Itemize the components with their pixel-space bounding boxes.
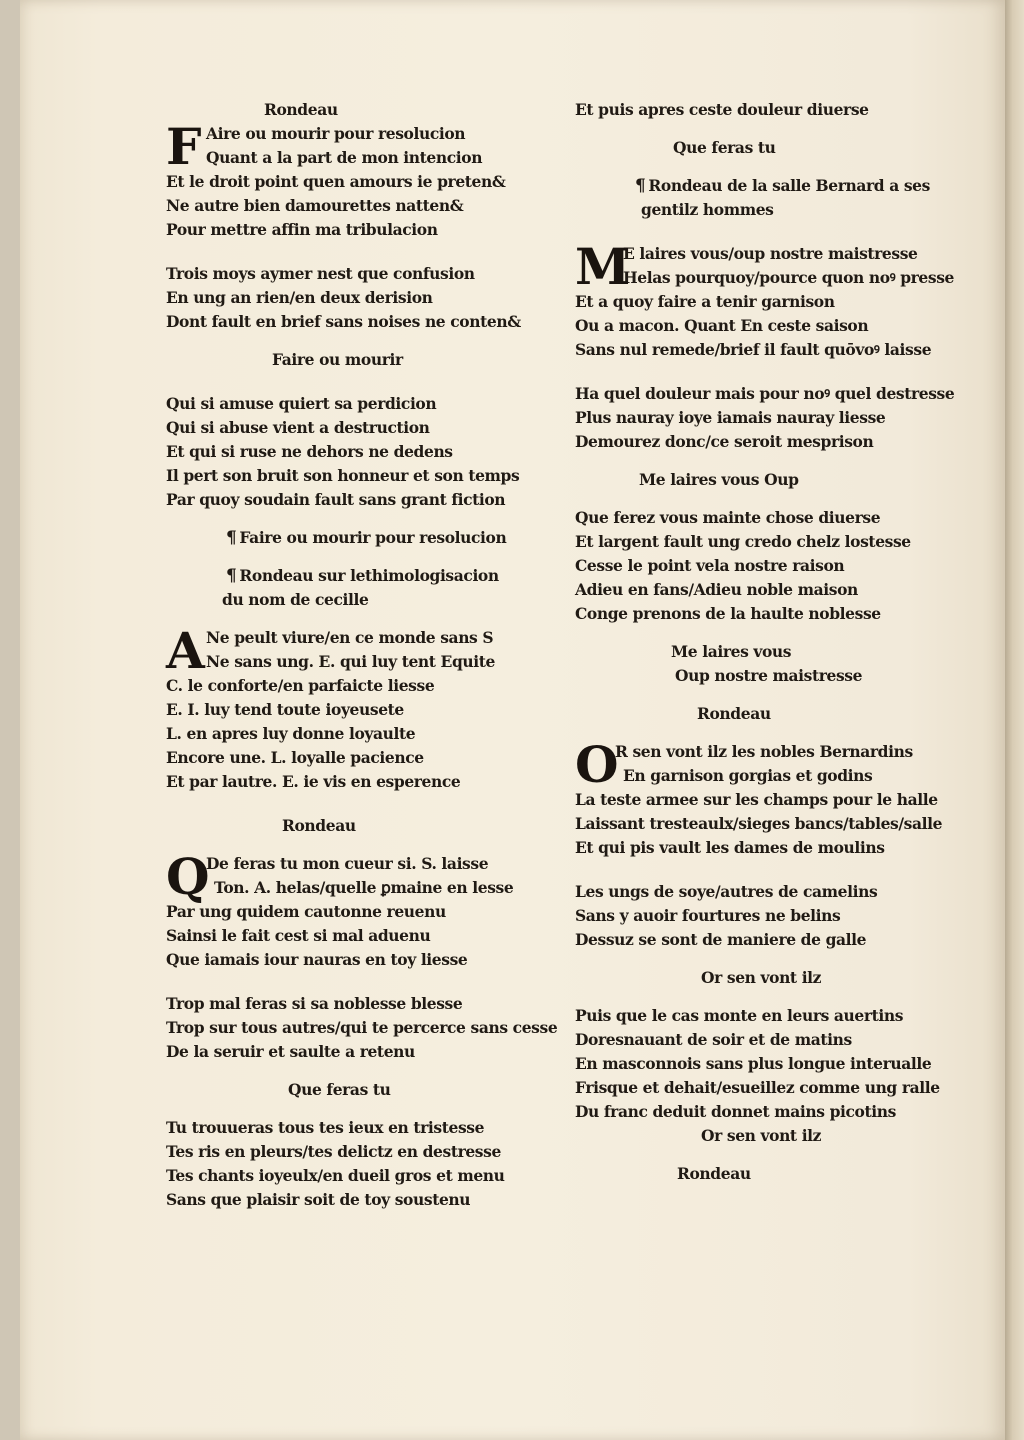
verse-line: Demourez donc/ce seroit mesprison bbox=[575, 432, 874, 451]
verse-line: Helas pourquoy/pource quon noꝰ presse bbox=[623, 268, 955, 287]
stanza-cecille bbox=[166, 621, 546, 794]
rondeau-heading: Rondeau bbox=[282, 816, 356, 835]
verse-line: Ton. A. helas/quelle ꝑmaine en lesse bbox=[214, 878, 514, 897]
rondeau-heading: Rondeau bbox=[697, 704, 771, 723]
rondeau-title: ¶ Rondeau sur lethimologisacion bbox=[226, 566, 499, 586]
drop-cap-initial: Q bbox=[166, 847, 210, 906]
drop-cap-initial: M bbox=[575, 237, 630, 296]
drop-cap-initial: A bbox=[166, 621, 205, 680]
verse-line: E. I. luy tend toute ioyeusete bbox=[166, 700, 404, 719]
verse-line: Trop sur tous autres/qui te percerce sans cesse bbox=[166, 1018, 558, 1037]
verse-line: Frisque et dehait/esueillez comme ung ralle bbox=[575, 1078, 940, 1097]
verse-line: Et a quoy faire a tenir garnison bbox=[575, 292, 835, 311]
verse-line: Qui si abuse vient a destruction bbox=[166, 418, 430, 437]
verse-line: Ha quel douleur mais pour noꝰ quel destresse bbox=[575, 384, 955, 403]
left-column bbox=[166, 98, 558, 1212]
verse-line: Trop mal feras si sa noblesse blesse bbox=[166, 994, 463, 1013]
verse-line: Pour mettre affin ma tribulacion bbox=[166, 220, 438, 239]
verse-line: Tes chants ioyeulx/en dueil gros et menu bbox=[166, 1166, 505, 1185]
verse-line: Ne peult viure/en ce monde sans S bbox=[206, 628, 494, 647]
verse-line: Et par lautre. E. ie vis en esperence bbox=[166, 772, 461, 791]
pilcrow-icon: ¶ bbox=[635, 176, 646, 196]
facing-page-edge bbox=[1005, 0, 1024, 1440]
rondeau-title-cont: du nom de cecille bbox=[222, 590, 369, 609]
verse-line: Sainsi le fait cest si mal aduenu bbox=[166, 926, 431, 945]
verse-line: Et le droit point quen amours ie preten& bbox=[166, 172, 506, 191]
refrain-closing: ¶ Faire ou mourir pour resolucion bbox=[226, 528, 507, 548]
verse-line: Tu trouueras tous tes ieux en tristesse bbox=[166, 1118, 485, 1137]
verse-line: R sen vont ilz les nobles Bernardins bbox=[615, 742, 913, 761]
verse-line: Ne sans ung. E. qui luy tent Equite bbox=[206, 652, 495, 671]
refrain-closing: Me laires vous bbox=[671, 642, 792, 661]
verse-line: Dont fault en brief sans noises ne conten& bbox=[166, 312, 521, 331]
refrain: Me laires vous Oup bbox=[639, 470, 799, 489]
verse-line: Et puis apres ceste douleur diuerse bbox=[575, 100, 869, 119]
verse-line: Dessuz se sont de maniere de galle bbox=[575, 930, 867, 949]
verse-line: La teste armee sur les champs pour le halle bbox=[575, 790, 938, 809]
refrain-closing: Oup nostre maistresse bbox=[675, 666, 863, 685]
verse-line: Et qui pis vault les dames de moulins bbox=[575, 838, 885, 857]
stanza-que-feras-tu bbox=[166, 847, 546, 972]
verse-line: Adieu en fans/Adieu noble maison bbox=[575, 580, 858, 599]
verse-line: C. le conforte/en parfaicte liesse bbox=[166, 676, 435, 695]
refrain: Or sen vont ilz bbox=[701, 968, 822, 987]
stanza-or-sen-vont-ilz bbox=[575, 735, 975, 860]
rondeau-heading: Rondeau bbox=[264, 100, 338, 119]
verse-line: Par ung quidem cautonne reuenu bbox=[166, 902, 446, 921]
book-page bbox=[20, 0, 1005, 1440]
verse-line: Ou a macon. Quant En ceste saison bbox=[575, 316, 869, 335]
right-column bbox=[575, 98, 975, 1186]
verse-line: Encore une. L. loyalle pacience bbox=[166, 748, 424, 767]
refrain: Que feras tu bbox=[288, 1080, 391, 1099]
verse-line: Laissant tresteaulx/sieges bancs/tables/salle bbox=[575, 814, 943, 833]
verse-line: Par quoy soudain fault sans grant fiction bbox=[166, 490, 506, 509]
refrain: Que feras tu bbox=[673, 138, 776, 157]
verse-line: Et largent fault ung credo chelz lostesse bbox=[575, 532, 911, 551]
verse-line: Que ferez vous mainte chose diuerse bbox=[575, 508, 881, 527]
verse-line: Sans que plaisir soit de toy soustenu bbox=[166, 1190, 471, 1209]
verse-line: Puis que le cas monte en leurs auertins bbox=[575, 1006, 904, 1025]
rondeau-title: ¶ Rondeau de la salle Bernard a ses bbox=[635, 176, 930, 196]
verse-line: Du franc deduit donnet mains picotins bbox=[575, 1102, 896, 1121]
verse-line: Sans y auoir fourtures ne belins bbox=[575, 906, 841, 925]
verse-line: Il pert son bruit son honneur et son temps bbox=[166, 466, 520, 485]
verse-line: E laires vous/oup nostre maistresse bbox=[623, 244, 918, 263]
verse-line: Et qui si ruse ne dehors ne dedens bbox=[166, 442, 453, 461]
rondeau-title-cont: gentilz hommes bbox=[641, 200, 774, 219]
pilcrow-icon: ¶ bbox=[226, 566, 237, 586]
verse-line: Que iamais iour nauras en toy liesse bbox=[166, 950, 468, 969]
verse-line: En garnison gorgias et godins bbox=[623, 766, 873, 785]
refrain: Or sen vont ilz bbox=[701, 1126, 822, 1145]
verse-line: Trois moys aymer nest que confusion bbox=[166, 264, 475, 283]
verse-line: Les ungs de soye/autres de camelins bbox=[575, 882, 878, 901]
verse-line: De la seruir et saulte a retenu bbox=[166, 1042, 415, 1061]
verse-line: Aire ou mourir pour resolucion bbox=[206, 124, 466, 143]
verse-line: Tes ris en pleurs/tes delictz en destresse bbox=[166, 1142, 501, 1161]
verse-line: Quant a la part de mon intencion bbox=[206, 148, 483, 167]
pilcrow-icon: ¶ bbox=[226, 528, 237, 548]
verse-line: L. en apres luy donne loyaulte bbox=[166, 724, 416, 743]
verse-line: Qui si amuse quiert sa perdicion bbox=[166, 394, 437, 413]
verse-line: Doresnauant de soir et de matins bbox=[575, 1030, 852, 1049]
verse-line: De feras tu mon cueur si. S. laisse bbox=[206, 854, 489, 873]
stanza-me-laires-vous bbox=[575, 237, 975, 362]
verse-line: Cesse le point vela nostre raison bbox=[575, 556, 845, 575]
stanza-faire-ou-mourir bbox=[166, 117, 546, 242]
refrain: Faire ou mourir bbox=[272, 350, 403, 369]
verse-line: Sans nul remede/brief il fault quōvoꝰ laisse bbox=[575, 340, 932, 359]
verse-line: Conge prenons de la haulte noblesse bbox=[575, 604, 881, 623]
drop-cap-initial: O bbox=[575, 735, 619, 794]
rondeau-heading: Rondeau bbox=[677, 1164, 751, 1183]
verse-line: En ung an rien/en deux derision bbox=[166, 288, 433, 307]
verse-line: Ne autre bien damourettes natten& bbox=[166, 196, 464, 215]
verse-line: Plus nauray ioye iamais nauray liesse bbox=[575, 408, 886, 427]
verse-line: En masconnois sans plus longue interualle bbox=[575, 1054, 932, 1073]
drop-cap-initial: F bbox=[166, 117, 202, 176]
